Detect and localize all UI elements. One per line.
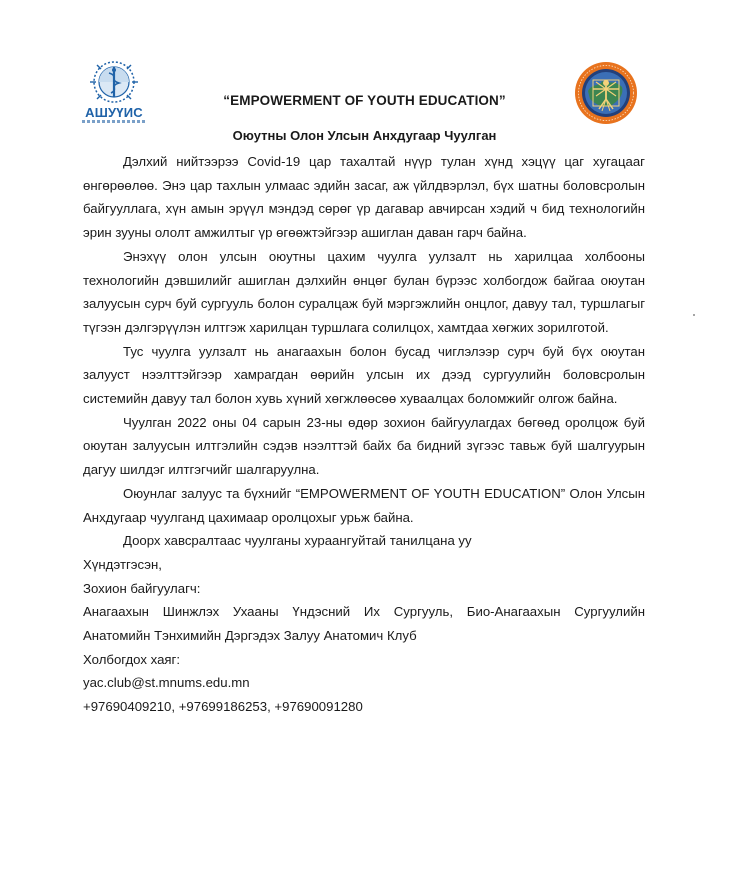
scan-speck — [693, 314, 695, 316]
attachment-note: Доорх хавсралтаас чуулганы хураангуйтай танилцана уу — [123, 533, 472, 549]
paragraph-intro: Дэлхий нийтээрээ Covid-19 цар тахалтай нүүр тулан хүнд хэцүү цаг хугацааг өнгөрөөлөө. Энэ цар тахлын улмаас эдийн засаг, аж үйлдвэрлэл, бүх шатны боловсролын байгууллага, хүн амын эрүүл мэндэд сөрөг үр дагавар авчирсан хэдий ч бид технологийн эрин зууны ололт амжилтыг үр өгөөжтэйгээр ашиглан даван гарч байна. — [83, 154, 645, 241]
paragraph-opportunity: Тус чуулга уулзалт нь анагаахын болон бусад чиглэлээр сурч буй бүх оюутан залууст нээлттэйгээр хамрагдан өөрийн улсын их дээд сургуулийн боловсролын системийн давуу тал болон хувь хүний хөгжлөөсөө хуваалцах боломжийг олгож байна. — [83, 343, 645, 407]
paragraph-purpose: Энэхүү олон улсын оюутны цахим чуулга уулзалт нь харилцаа холбооны технологийн дэвшилийг ашиглан дэлхийн өнцөг булан бүрээс холбогдож байгаа оюутан залуусын сурч буй сургууль болон суралцаж буй мэргэжлийн онцлог, давуу тал, туршлагыг түгээн дэлгэрүүлэн илтгэж харилцан туршлага солилцох, хамтдаа хөгжих зорилготой. — [83, 248, 645, 335]
document-title: “EMPOWERMENT OF YOUTH EDUCATION” — [223, 93, 506, 108]
contact-label: Холбогдох хаяг: — [83, 651, 181, 667]
contact-email: yac.club@st.mnums.edu.mn — [83, 675, 250, 691]
paragraph-date: Чуулган 2022 оны 04 сарын 23-ны өдөр зохион байгуулагдах бөгөөд оролцож буй оюутан залуусын илтгэлийн сэдэв нээлттэй байх ба бидний зүгээс тавьж буй шалгуурын дагуу шилдэг илтгэгчийг шалгаруулна. — [83, 414, 645, 478]
letter-body — [83, 150, 645, 719]
contact-phones: +97690409210, +97699186253, +97690091280 — [83, 699, 363, 715]
regards-line: Хүндэтгэсэн, — [83, 556, 162, 572]
paragraph-invitation: Оюунлаг залуус та бүхнийг “EMPOWERMENT OF YOUTH EDUCATION” Олон Улсын Анхдугаар чуулганд цахимаар оролцохыг урьж байна. — [83, 485, 645, 525]
university-logo-underline — [82, 120, 146, 123]
document-subtitle: Оюутны Олон Улсын Анхдугаар Чуулган — [232, 128, 497, 143]
organizer-label: Зохион байгуулагч: — [83, 580, 201, 596]
organizer-name: Анагаахын Шинжлэх Ухааны Үндэсний Их Сургууль, Био-Анагаахын Сургуулийн Анатомийн Тэнхимийн Дэргэдэх Залуу Анатомич Клуб — [83, 604, 645, 644]
university-logo-icon — [80, 58, 148, 124]
university-logo-text: АШУҮИС — [85, 105, 143, 120]
